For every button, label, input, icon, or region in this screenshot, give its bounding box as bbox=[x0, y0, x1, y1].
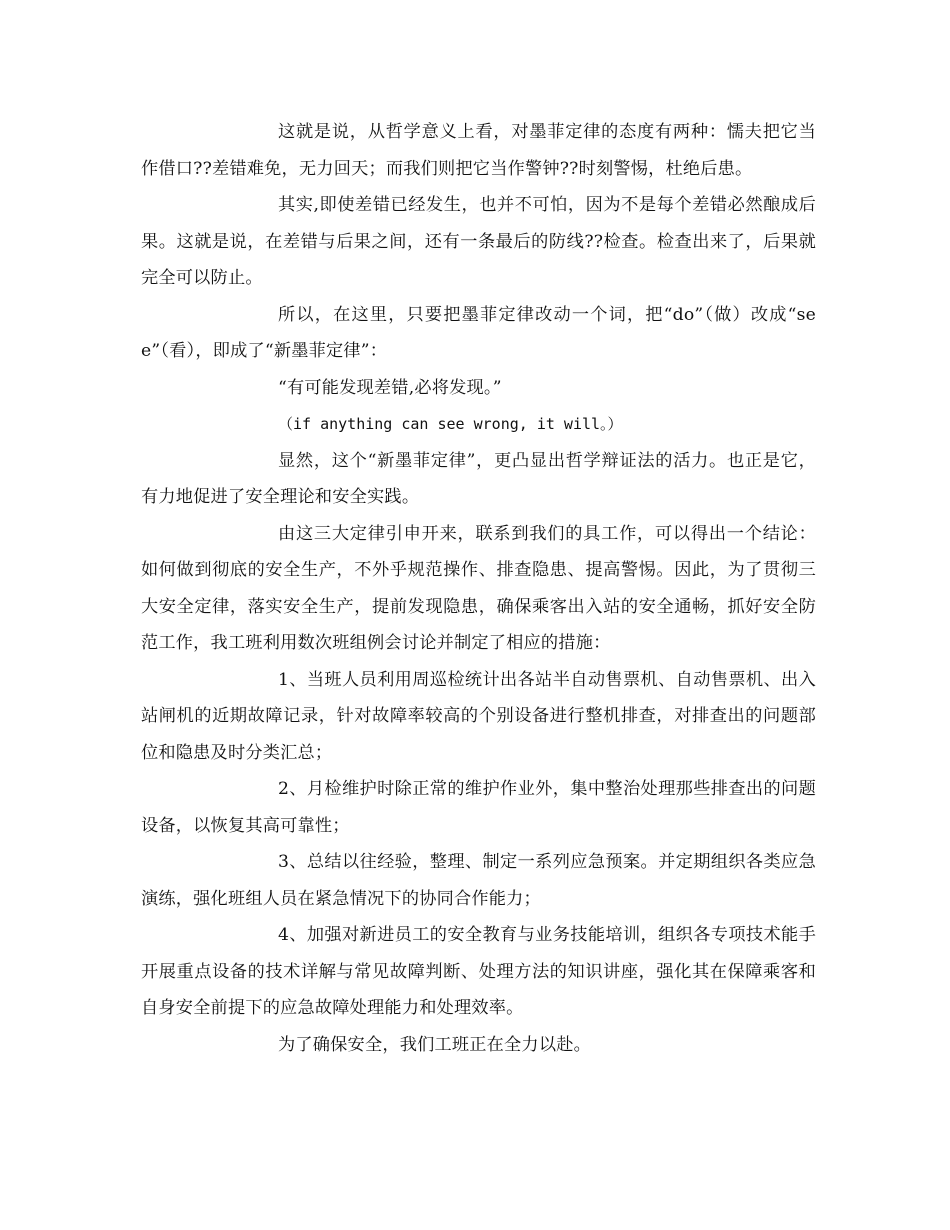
quote-chinese: “有可能发现差错,必将发现。” bbox=[278, 377, 502, 398]
paragraph-closing: 为了确保安全，我们工班正在全力以赴。 bbox=[278, 1034, 591, 1055]
paragraph-dialectics: 显然，这个“新墨菲定律”，更凸显出哲学辩证法的活力。也正是它，有力地促进了安全理论和安全实践。 bbox=[141, 450, 816, 507]
measure-item-1: 1、当班人员利用周巡检统计出各站半自动售票机、自动售票机、出入站闸机的近期故障记录，针对故障率较高的个别设备进行整机排查，对排查出的问题部位和隐患及时分类汇总； bbox=[141, 669, 816, 763]
document-body bbox=[141, 114, 816, 1063]
quote-english: （if anything can see wrong, it will。） bbox=[278, 415, 623, 433]
paragraph-conclusion: 由这三大定律引申开来，联系到我们的具工作，可以得出一个结论：如何做到彻底的安全生产，不外乎规范操作、排查隐患、提高警惕。因此，为了贯彻三大安全定律，落实安全生产，提前发现隐患，确保乘客出入站的安全通畅，抓好安全防范工作，我工班利用数次班组例会讨论并制定了相应的措施： bbox=[141, 523, 816, 653]
measure-item-2: 2、月检维护时除正常的维护作业外，集中整治处理那些排查出的问题设备，以恢复其高可靠性； bbox=[141, 779, 816, 836]
measure-item-3: 3、总结以往经验，整理、制定一系列应急预案。并定期组织各类应急演练，强化班组人员在紧急情况下的协同合作能力； bbox=[141, 852, 816, 909]
paragraph-new-murphy-law: 所以，在这里，只要把墨菲定律改动一个词，把“do”（做）改成“see”（看），即成了“新墨菲定律”： bbox=[141, 304, 816, 361]
measure-item-4: 4、加强对新进员工的安全教育与业务技能培训，组织各专项技术能手开展重点设备的技术详解与常见故障判断、处理方法的知识讲座，强化其在保障乘客和自身安全前提下的应急故障处理能力和处理效率。 bbox=[141, 925, 816, 1018]
paragraph-last-defense: 其实,即使差错已经发生，也并不可怕，因为不是每个差错必然酿成后果。这就是说，在差错与后果之间，还有一条最后的防线??检查。检查出来了，后果就完全可以防止。 bbox=[141, 195, 816, 288]
paragraph-murphy-attitude: 这就是说，从哲学意义上看，对墨菲定律的态度有两种：懦夫把它当作借口??差错难免，无力回天；而我们则把它当作警钟??时刻警惕，杜绝后患。 bbox=[141, 122, 816, 179]
